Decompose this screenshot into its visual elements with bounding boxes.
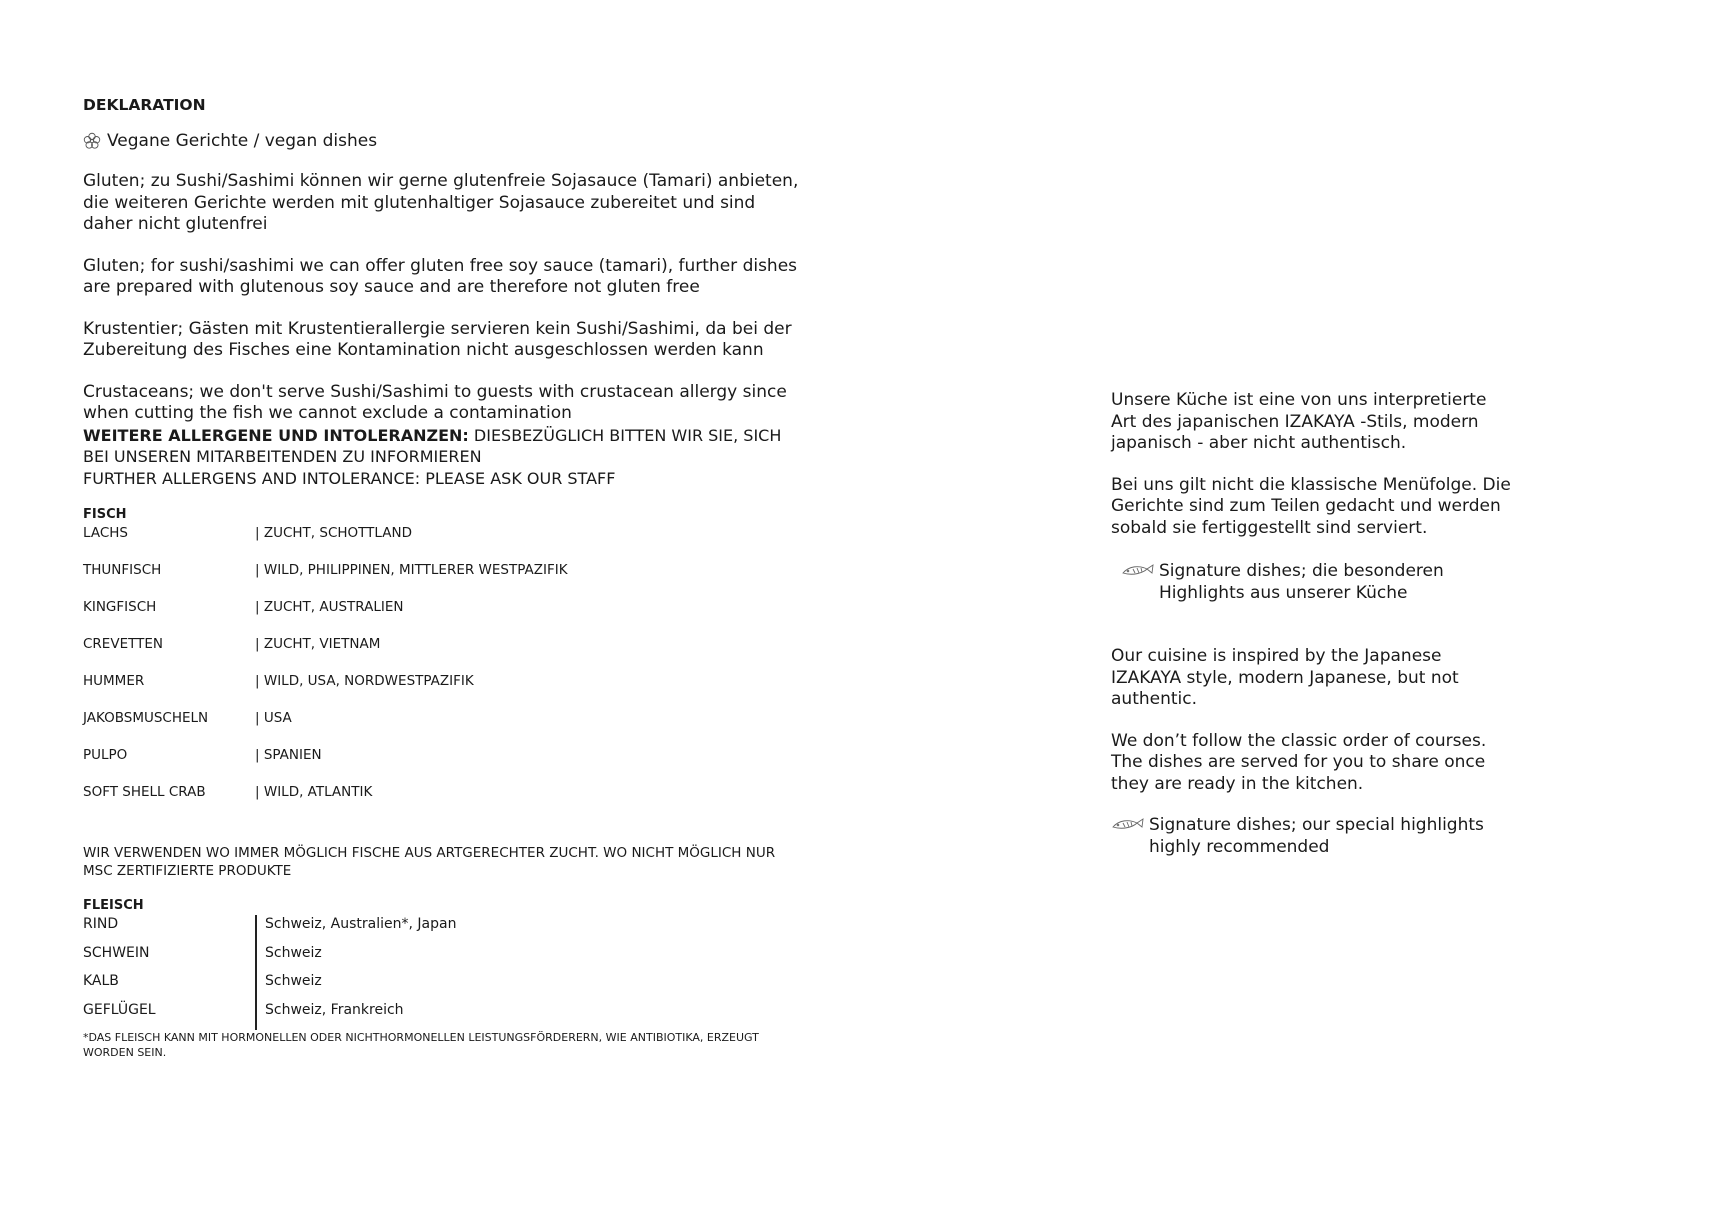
declaration-title: DEKLARATION (83, 96, 206, 114)
gluten-de-paragraph: Gluten; zu Sushi/Sashimi können wir gerne glutenfreie Sojasauce (Tamari) anbieten, die weiteren Gerichte werden mit glutenhaltiger Sojasauce zubereitet und sind daher nicht glutenfrei (83, 171, 799, 234)
course-order-de: Bei uns gilt nicht die klassische Menüfolge. Die Gerichte sind zum Teilen gedacht und werden sobald sie fertiggestellt sind serviert. (1111, 474, 1511, 538)
table-row (83, 598, 803, 635)
fish-name: CREVETTEN (83, 636, 163, 652)
vegan-legend (83, 131, 803, 151)
allergen-notice-en: FURTHER ALLERGENS AND INTOLERANCE: PLEASE ASK OUR STAFF (83, 468, 616, 488)
meat-footnote: *DAS FLEISCH KANN MIT HORMONELLEN ODER NICHTHORMONELLEN LEISTUNGSFÖRDERERN, WIE ANTIBIOTIKA, ERZEUGT WORDEN SEIN. (83, 1030, 759, 1059)
meat-origin-table (83, 915, 803, 1030)
course-order-en: We don’t follow the classic order of courses. The dishes are served for you to share once they are ready in the kitchen. (1111, 730, 1487, 794)
meat-name: RIND (83, 916, 119, 932)
signature-text-de: Signature dishes; die besonderen Highlights aus unserer Küche (1159, 561, 1444, 603)
meat-heading: FLEISCH (83, 898, 144, 913)
allergen-notice-rest: DIESBEZÜGLICH BITTEN WIR SIE, SICH BEI UNSEREN MITARBEITENDEN ZU INFORMIEREN (83, 425, 782, 466)
gluten-en-paragraph: Gluten; for sushi/sashimi we can offer gluten free soy sauce (tamari), further dishes are prepared with glutenous soy sauce and are therefore not gluten free (83, 255, 798, 297)
meat-origin: Schweiz (255, 972, 322, 1001)
table-row (83, 561, 803, 598)
concept-column (1111, 390, 1511, 858)
meat-origin: Schweiz, Australien*, Japan (255, 915, 456, 944)
table-row (83, 783, 803, 820)
signature-legend-en (1111, 815, 1511, 858)
crustacean-en-paragraph: Crustaceans; we don't serve Sushi/Sashimi to guests with crustacean allergy since when cutting the fish we cannot exclude a contamination (83, 381, 787, 423)
crustacean-de-paragraph: Krustentier; Gästen mit Krustentierallergie servieren kein Sushi/Sashimi, da bei der Zubereitung des Fisches eine Kontamination nicht ausgeschlossen werden kann (83, 318, 792, 360)
fish-name: JAKOBSMUSCHELN (83, 710, 209, 726)
table-row (83, 709, 803, 746)
allergen-notice-de (83, 425, 803, 468)
meat-origin: Schweiz (255, 944, 322, 973)
fish-origin: | ZUCHT, AUSTRALIEN (255, 599, 404, 615)
table-row (83, 1001, 803, 1030)
table-row (83, 635, 803, 672)
declaration-column (83, 96, 803, 1071)
concept-intro-de: Unsere Küche ist eine von uns interpretierte Art des japanischen IZAKAYA -Stils, modern japanisch - aber nicht authentisch. (1111, 390, 1487, 453)
table-row (83, 944, 803, 973)
table-row (83, 972, 803, 1001)
fish-origin: | WILD, USA, NORDWESTPAZIFIK (255, 673, 474, 689)
meat-name: SCHWEIN (83, 944, 150, 961)
fish-origin: | ZUCHT, VIETNAM (255, 636, 381, 652)
fish-origin: | WILD, ATLANTIK (255, 784, 373, 800)
fish-origin-table (83, 524, 803, 820)
flower-icon (83, 132, 101, 150)
fish-origin: | WILD, PHILIPPINEN, MITTLERER WESTPAZIFIK (255, 562, 568, 578)
meat-name: GEFLÜGEL (83, 1002, 156, 1019)
signature-text-en: Signature dishes; our special highlights highly recommended (1149, 815, 1484, 857)
table-row (83, 746, 803, 783)
fish-name: HUMMER (83, 673, 145, 689)
fish-name: THUNFISCH (83, 562, 162, 578)
fish-sourcing-note: WIR VERWENDEN WO IMMER MÖGLICH FISCHE AUS ARTGERECHTER ZUCHT. WO NICHT MÖGLICH NUR MSC ZERTIFIZIERTE PRODUKTE (83, 845, 776, 879)
fish-origin: | SPANIEN (255, 747, 322, 763)
vegan-label: Vegane Gerichte / vegan dishes (107, 131, 378, 151)
fish-heading: FISCH (83, 507, 127, 522)
fish-name: KINGFISCH (83, 599, 157, 615)
fish-name: LACHS (83, 525, 128, 541)
fish-origin: | ZUCHT, SCHOTTLAND (255, 525, 412, 541)
fish-sketch-icon (1121, 561, 1155, 579)
table-row (83, 915, 803, 944)
meat-name: KALB (83, 973, 119, 990)
signature-legend-de (1111, 561, 1511, 604)
allergen-notice-bold: WEITERE ALLERGENE UND INTOLERANZEN: (83, 425, 469, 445)
fish-origin: | USA (255, 710, 292, 726)
table-row (83, 524, 803, 561)
fish-name: PULPO (83, 747, 128, 763)
meat-origin: Schweiz, Frankreich (255, 1001, 404, 1030)
fish-sketch-icon (1111, 815, 1145, 833)
table-row (83, 672, 803, 709)
fish-name: SOFT SHELL CRAB (83, 784, 206, 800)
concept-intro-en: Our cuisine is inspired by the Japanese IZAKAYA style, modern Japanese, but not authentic. (1111, 646, 1459, 709)
